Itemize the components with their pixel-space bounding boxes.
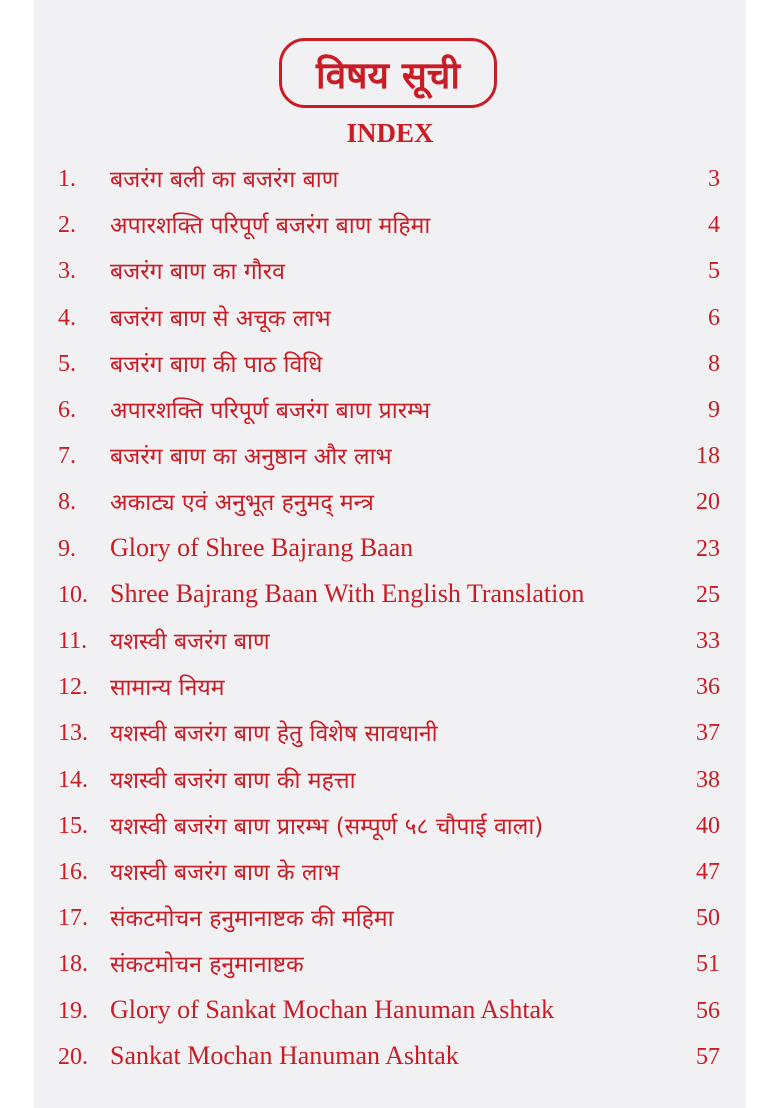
toc-row <box>0 160 780 200</box>
toc-entry-page-number: 3 <box>708 166 720 192</box>
toc-entry-title: यशस्वी बजरंग बाण की महत्ता <box>110 767 356 794</box>
toc-entry-number: 18. <box>58 951 88 978</box>
toc-entry-title: बजरंग बाण का अनुष्ठान और लाभ <box>110 444 392 471</box>
toc-entry-page-number: 38 <box>696 766 720 793</box>
index-title: INDEX <box>346 118 434 148</box>
toc-entry-number: 4. <box>58 304 76 331</box>
toc-entry-page-number: 4 <box>708 212 720 239</box>
toc-entry-page-number: 20 <box>696 489 720 516</box>
toc-entry-number: 20. <box>58 1043 88 1070</box>
toc-entry-title: यशस्वी बजरंग बाण प्रारम्भ (सम्पूर्ण ५८ चौपाई वाला) <box>110 813 544 840</box>
toc-entry-title: बजरंग बाण का गौरव <box>110 259 285 286</box>
toc-row <box>0 252 780 292</box>
toc-row <box>0 992 780 1032</box>
toc-entry-title: यशस्वी बजरंग बाण हेतु विशेष सावधानी <box>110 721 438 748</box>
toc-entry-title: यशस्वी बजरंग बाण के लाभ <box>110 860 340 886</box>
toc-row <box>0 576 780 616</box>
toc-row <box>0 530 780 570</box>
toc-row <box>0 668 780 708</box>
toc-row <box>0 945 780 985</box>
toc-entry-title: अपारशक्ति परिपूर्ण बजरंग बाण प्रारम्भ <box>110 398 431 424</box>
toc-entry-number: 6. <box>58 397 76 423</box>
toc-entry-number: 14. <box>58 766 88 793</box>
toc-entry-number: 9. <box>58 535 76 562</box>
toc-row <box>0 853 780 893</box>
toc-entry-page-number: 8 <box>708 350 720 377</box>
toc-entry-page-number: 5 <box>708 258 720 285</box>
toc-row <box>0 1038 780 1078</box>
page-heading: विषय सूची <box>316 53 460 97</box>
toc-row <box>0 206 780 246</box>
toc-entry-title: Sankat Mochan Hanuman Ashtak <box>110 1040 459 1070</box>
toc-row <box>0 299 780 339</box>
toc-entry-page-number: 47 <box>696 859 720 885</box>
toc-row <box>0 714 780 754</box>
toc-entry-number: 1. <box>58 166 76 192</box>
toc-row <box>0 807 780 847</box>
toc-entry-number: 15. <box>58 812 88 839</box>
toc-entry-title: संकटमोचन हनुमानाष्टक <box>110 952 304 979</box>
toc-row <box>0 437 780 477</box>
toc-entry-page-number: 40 <box>696 812 720 839</box>
toc-entry-title: बजरंग बली का बजरंग बाण <box>110 167 339 193</box>
toc-entry-page-number: 33 <box>696 628 720 654</box>
toc-entry-number: 2. <box>58 212 76 239</box>
toc-entry-title: संकटमोचन हनुमानाष्टक की महिमा <box>110 906 394 933</box>
toc-entry-page-number: 6 <box>708 304 720 331</box>
toc-entry-page-number: 9 <box>708 397 720 423</box>
toc-entry-title: सामान्य नियम <box>110 675 225 702</box>
toc-entry-page-number: 25 <box>696 581 720 608</box>
toc-entry-number: 3. <box>58 258 76 285</box>
toc-entry-title: बजरंग बाण की पाठ विधि <box>110 351 323 378</box>
toc-entry-title: Shree Bajrang Baan With English Translation <box>110 578 585 608</box>
toc-row <box>0 391 780 431</box>
toc-entry-page-number: 57 <box>696 1043 720 1070</box>
toc-entry-number: 17. <box>58 905 88 932</box>
toc-entry-number: 16. <box>58 859 88 885</box>
toc-entry-number: 7. <box>58 443 76 470</box>
toc-entry-page-number: 23 <box>696 535 720 562</box>
toc-row <box>0 622 780 662</box>
toc-entry-title: यशस्वी बजरंग बाण <box>110 629 270 655</box>
toc-entry-number: 5. <box>58 350 76 377</box>
toc-entry-page-number: 56 <box>696 997 720 1024</box>
toc-entry-page-number: 18 <box>696 443 720 470</box>
toc-entry-title: बजरंग बाण से अचूक लाभ <box>110 305 331 332</box>
toc-row <box>0 345 780 385</box>
toc-entry-title: अकाट्य एवं अनुभूत हनुमद् मन्त्र <box>110 490 374 517</box>
toc-entry-page-number: 36 <box>696 674 720 701</box>
toc-entry-number: 19. <box>58 997 88 1024</box>
toc-entry-page-number: 51 <box>696 951 720 978</box>
toc-entry-number: 12. <box>58 674 88 701</box>
toc-entry-number: 13. <box>58 720 88 747</box>
toc-row <box>0 483 780 523</box>
toc-entry-number: 10. <box>58 581 88 608</box>
toc-row <box>0 899 780 939</box>
toc-entry-title: अपारशक्ति परिपूर्ण बजरंग बाण महिमा <box>110 213 431 240</box>
toc-row <box>0 761 780 801</box>
toc-entry-page-number: 37 <box>696 720 720 747</box>
toc-entry-title: Glory of Shree Bajrang Baan <box>110 532 414 562</box>
toc-entry-page-number: 50 <box>696 905 720 932</box>
toc-entry-title: Glory of Sankat Mochan Hanuman Ashtak <box>110 994 555 1024</box>
toc-entry-number: 11. <box>58 628 88 654</box>
toc-entry-number: 8. <box>58 489 76 516</box>
